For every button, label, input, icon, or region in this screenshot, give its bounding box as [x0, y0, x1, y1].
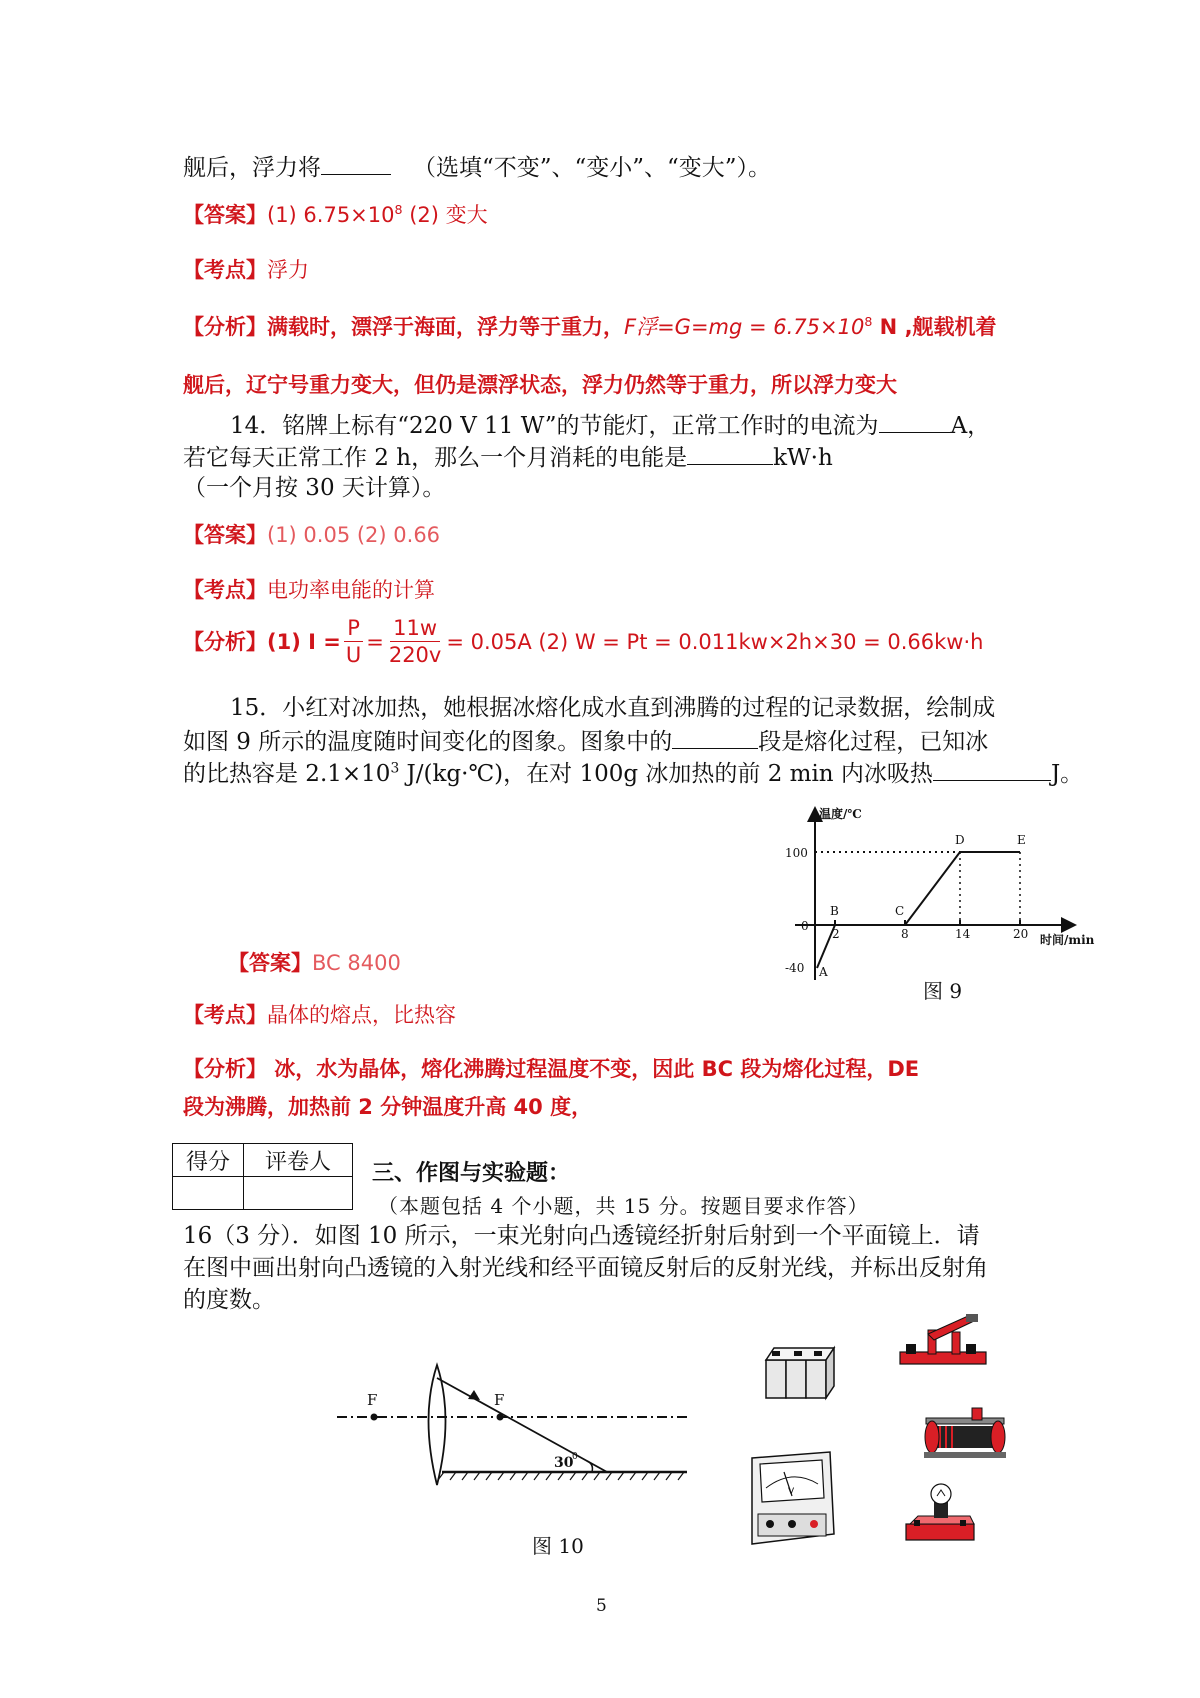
q16-line2 — [183, 1252, 988, 1284]
fig9-xtick-8: 8 — [901, 927, 909, 941]
analysis-label: 【分析】 — [183, 315, 267, 339]
convex-lens — [429, 1365, 446, 1485]
q15-line1-text: 15．小红对冰加热，她根据冰熔化成水直到沸腾的过程的记录数据，绘制成 — [230, 695, 996, 721]
point-label: 【考点】 — [183, 1003, 267, 1027]
analysis-label: 【分析】 — [183, 629, 267, 654]
fig9-ytick-neg40: -40 — [785, 961, 805, 975]
q14-line1-prefix: 14．铭牌上标有“220 V 11 W”的节能灯，正常工作时的电流为 — [230, 413, 879, 439]
rheostat-icon — [920, 1402, 1010, 1460]
fig10-optics-diagram — [332, 1360, 692, 1490]
fraction-numerator: 11w — [390, 615, 440, 642]
fraction-denominator: U — [345, 643, 362, 667]
q13-analysis-text1b: N ,舰载机着 — [872, 315, 997, 339]
point-label: 【考点】 — [183, 258, 267, 282]
fig10-caption: 图 10 — [532, 1534, 584, 1558]
q15-line3-suffix: J。 — [1050, 761, 1084, 787]
score-header: 得分 — [173, 1144, 244, 1177]
answer-label: 【答案】 — [183, 523, 267, 547]
q15-answer — [228, 948, 401, 978]
q16-line1 — [183, 1220, 980, 1252]
focus-label-left: F — [367, 1391, 378, 1409]
q15-line1 — [230, 692, 995, 724]
q14-answer-text: (1) 0.05 (2) 0.66 — [267, 523, 441, 547]
fig9-xtick-14: 14 — [955, 927, 971, 941]
point-label: 【考点】 — [183, 578, 267, 602]
answer-label: 【答案】 — [228, 951, 312, 975]
q15-analysis-line1 — [183, 1054, 919, 1084]
fig9-curve — [817, 852, 1020, 968]
page-number: 5 — [596, 1596, 607, 1616]
q14-line2 — [183, 440, 833, 474]
grader-cell[interactable] — [244, 1177, 353, 1210]
answer-label: 【答案】 — [183, 203, 267, 227]
q15-line3-sup: 3 — [390, 760, 400, 777]
angle-label-sup: 0 — [572, 1452, 578, 1462]
section3-title: 三、作图与实验题： — [372, 1161, 571, 1186]
q15-line2-suffix: 段是熔化过程，已知冰 — [758, 729, 989, 755]
q15-line3-mid: J/(kg·℃)，在对 100g 冰加热的前 2 min 内冰吸热 — [399, 761, 933, 787]
q15-point — [183, 1000, 456, 1030]
q14-analysis-part2: = 0.05A (2) W = Pt = 0.011kw×2h×30 = 0.66kw·h — [446, 629, 984, 654]
fig9-point-d: D — [955, 833, 965, 847]
q15-line2 — [183, 724, 988, 758]
q13-analysis-line2 — [183, 370, 897, 400]
q15-analysis-line2 — [183, 1092, 592, 1122]
fig9-point-b: B — [830, 904, 839, 918]
q14-analysis — [183, 615, 983, 668]
q13-tail-prefix: 舰后，浮力将 — [183, 155, 321, 181]
q14-blank1[interactable] — [879, 408, 951, 433]
q16-line1-text: 16（3 分）．如图 10 所示，一束光射向凸透镜经折射后射到一个平面镜上．请 — [183, 1223, 980, 1249]
q14-blank2[interactable] — [687, 440, 773, 465]
q13-blank[interactable] — [321, 150, 391, 175]
focus-label-right: F — [494, 1391, 505, 1409]
q13-analysis-formula: F浮=G=mg = 6.75×10 — [624, 315, 865, 339]
fig9-xlabel: 时间/min — [1040, 933, 1095, 947]
q16-line3-text: 的度数。 — [183, 1287, 275, 1313]
q13-analysis-line1 — [183, 312, 997, 342]
q15-blank1[interactable] — [672, 724, 758, 749]
q15-analysis-text1: 冰，水为晶体，熔化沸腾过程温度不变，因此 BC 段为熔化过程，DE — [267, 1057, 920, 1081]
q13-tail-line — [183, 150, 771, 184]
q14-line3 — [183, 472, 445, 504]
q14-line2-suffix: kW·h — [773, 445, 833, 471]
fig9-graph — [775, 800, 1105, 990]
q15-answer-text: BC 8400 — [312, 951, 401, 975]
voltmeter-icon — [742, 1448, 842, 1550]
q15-line3 — [183, 756, 1083, 790]
q13-answer — [183, 200, 488, 230]
knife-switch-icon — [898, 1312, 988, 1370]
fig9-ylabel: 温度/℃ — [819, 807, 862, 821]
fraction-denominator: 220v — [388, 643, 442, 667]
battery-pack-icon — [760, 1340, 840, 1405]
fig9-point-e: E — [1017, 833, 1026, 847]
q15-line3-prefix: 的比热容是 2.1×10 — [183, 761, 391, 787]
q14-analysis-eq: = — [366, 629, 384, 654]
q14-line3-text: （一个月按 30 天计算）。 — [183, 475, 446, 501]
q15-analysis-text2: 段为沸腾，加热前 2 分钟温度升高 40 度， — [183, 1095, 593, 1119]
q13-point-text: 浮力 — [267, 258, 309, 282]
fig9-xtick-20: 20 — [1013, 927, 1029, 941]
section3-subtitle: （本题包括 4 个小题，共 15 分。按题目要求作答） — [378, 1194, 869, 1218]
svg-text:V: V — [788, 1487, 795, 1497]
score-cell[interactable] — [173, 1177, 244, 1210]
q13-answer-sup: 8 — [394, 202, 403, 217]
q14-line1 — [230, 408, 990, 442]
q14-line2-prefix: 若它每天正常工作 2 h，那么一个月消耗的电能是 — [183, 445, 688, 471]
q14-point-text: 电功率电能的计算 — [267, 578, 435, 602]
bulb-holder-icon — [904, 1480, 976, 1546]
q13-tail-suffix: （选填“不变”、“变小”、“变大”）。 — [412, 155, 771, 181]
q15-line2-prefix: 如图 9 所示的温度随时间变化的图象。图象中的 — [183, 729, 673, 755]
q13-point — [183, 255, 309, 285]
fraction-numerator: P — [344, 615, 363, 642]
score-table — [172, 1143, 353, 1210]
grader-header: 评卷人 — [244, 1144, 353, 1177]
focal-point-left — [371, 1414, 378, 1421]
q13-analysis-text2: 舰后，辽宁号重力变大，但仍是漂浮状态，浮力仍然等于重力，所以浮力变大 — [183, 373, 897, 397]
q16-line2-text: 在图中画出射向凸透镜的入射光线和经平面镜反射后的反射光线，并标出反射角 — [183, 1255, 988, 1281]
fig9-point-c: C — [895, 904, 905, 918]
q13-answer-text: (1) 6.75×10 — [267, 203, 395, 227]
q14-point — [183, 575, 435, 605]
q14-line1-suffix: A， — [950, 413, 991, 439]
fig9-ytick-100: 100 — [785, 846, 808, 860]
q15-blank2[interactable] — [933, 756, 1051, 781]
angle-label: 30 — [554, 1455, 574, 1471]
q13-answer-text2: (2) 变大 — [409, 203, 488, 227]
fig9-ytick-0: 0 — [801, 919, 809, 933]
q14-fraction-values — [386, 615, 445, 668]
q13-analysis-formula-sup: 8 — [864, 314, 873, 329]
q16-line3 — [183, 1284, 275, 1316]
q15-point-text: 晶体的熔点，比热容 — [267, 1003, 456, 1027]
fig9-xtick-2: 2 — [832, 927, 840, 941]
q13-analysis-text1: 满载时，漂浮于海面，浮力等于重力， — [267, 315, 624, 339]
q14-fraction-pu — [343, 615, 364, 668]
refracted-ray — [437, 1378, 607, 1472]
fig9-caption: 图 9 — [923, 979, 963, 1003]
ray-arrow — [468, 1390, 480, 1400]
fig9-point-a: A — [819, 965, 828, 979]
q14-answer — [183, 520, 440, 550]
analysis-label: 【分析】 — [183, 1057, 267, 1081]
q14-analysis-part1: (1) I = — [267, 629, 341, 654]
